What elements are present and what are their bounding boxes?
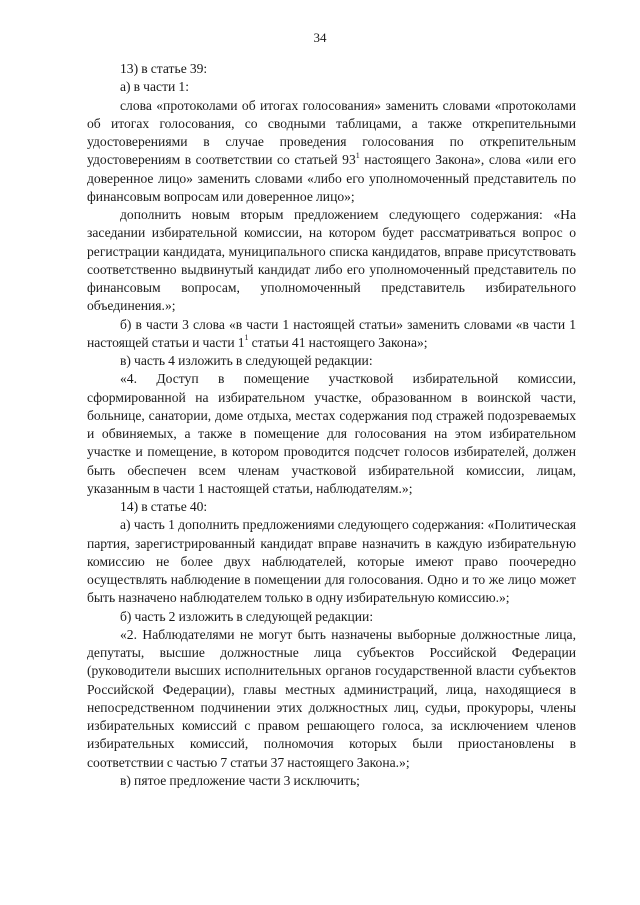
page-number: 34 <box>313 30 327 45</box>
paragraph-p9: а) часть 1 дополнить предложениями следующего содержания: «Политическая партия, зарегистрированный кандидат вправе назначить в каждую избирательную комиссию не более двух наблюдателей, которые имеют право поочередно осуществлять наблюдение в помещении для голосования. Одно и то же лицо может быть назначено наблюдателем только в одну избирательную комиссию.»; <box>87 517 576 606</box>
paragraph-p6: в) часть 4 изложить в следующей редакции: <box>120 353 373 368</box>
paragraph-p1: 13) в статье 39: <box>120 61 208 76</box>
paragraph-p11: «2. Наблюдателями не могут быть назначены выборные должностные лица, депутаты, высшие должностные лица субъектов Российской Федерации (руководители высших исполнительных органов государственной власти субъектов Российской Федерации), главы местных администраций, лица, находящиеся в непосредственном подчинении этих должностных лиц, судьи, прокуроры, члены избирательных комиссий с правом решающего голоса, за исключением членов избирательных комиссий, полномочия которых были приостановлены в соответствии с частью 7 статьи 37 настоящего Закона.»; <box>87 626 576 770</box>
text-run: слова «протоколами об итогах голосования» заменить словами «протоколами об итогах голосования, со сводными таблицами, а также открепительными удостоверениями в случае проведения голосования по открепительным удостоверениям в соответствии со статьей 93 <box>87 97 576 168</box>
paragraph-p12: в) пятое предложение части 3 исключить; <box>120 772 360 788</box>
paragraph-p4: дополнить новым вторым предложением следующего содержания: «На заседании избирательной комиссии, на котором будет рассматриваться вопрос о регистрации кандидата, муниципального списка кандидатов, вправе присутствовать соответственно выдвинутый кандидат либо его уполномоченный представитель по финансовым вопросам, уполномоченный представитель избирательного объединения.»; <box>87 207 576 314</box>
superscript: 1 <box>244 333 249 343</box>
text-run: настоящего Закона», слова «или его доверенное лицо» заменить словами «либо его уполномоченный представитель по финансовым вопросам или доверенное лицо»; <box>87 152 576 204</box>
paragraph-p7: «4. Доступ в помещение участковой избирательной комиссии, сформированной на избирательном участке, образованном в воинской части, больнице, санатории, доме отдыха, местах содержания под стражей подозреваемых и обвиняемых, а также в помещение для голосования на этом избирательном участке и помещение, в котором проводится подсчет голосов избирателей, должен быть обеспечен всем членам участковой избирательной комиссии, лицам, указанным в части 1 настоящей статьи, наблюдателям.»; <box>87 371 576 496</box>
paragraph-p10: б) часть 2 изложить в следующей редакции: <box>120 608 374 624</box>
paragraph-p8: 14) в статье 40: <box>120 499 208 514</box>
text-run: б) в части 3 слова «в части 1 настоящей статьи» заменить словами «в части 1 настоящей статьи и части 1 <box>87 316 576 350</box>
paragraph-p5 <box>87 316 576 353</box>
superscript: 1 <box>355 150 360 160</box>
paragraph-p3 <box>87 97 576 207</box>
document-body <box>87 60 576 790</box>
paragraph-p2: а) в части 1: <box>120 79 189 95</box>
text-run: статьи 41 настоящего Закона»; <box>248 334 428 350</box>
